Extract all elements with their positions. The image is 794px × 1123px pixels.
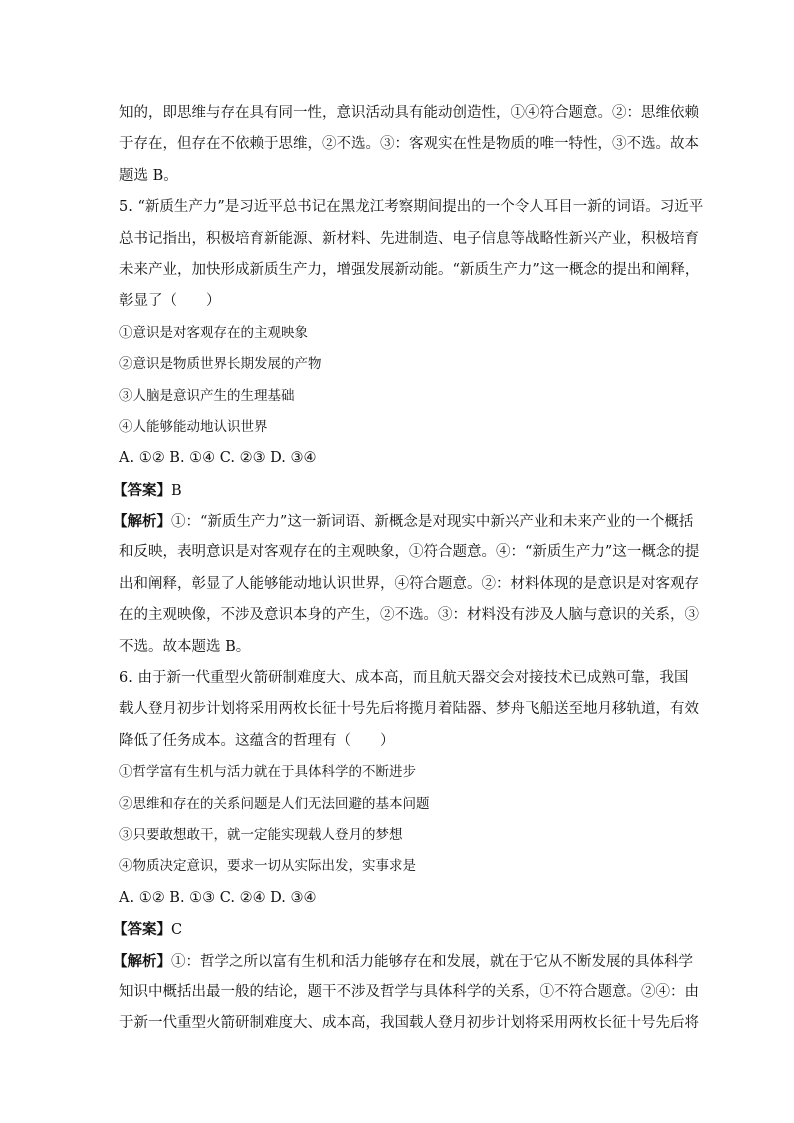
analysis-text: ①：“新质生产力”这一新词语、新概念是对现实中新兴产业和未来产业的一个概括: [171, 514, 694, 531]
question-stem-line: 彰显了（ ）: [119, 293, 221, 310]
question-stem-line: 总书记指出，积极培育新能源、新材料、先进制造、电子信息等战略性新兴产业，积极培育: [119, 230, 699, 247]
option-item: ②思维和存在的关系问题是人们无法回避的基本问题: [119, 795, 430, 812]
analysis-line: [113, 946, 693, 977]
analysis-line: 于新一代重型火箭研制难度大、成本高，我国载人登月初步计划将采用两枚长征十号先后将: [119, 1015, 699, 1032]
continuation-line: 题选 B。: [119, 167, 178, 184]
answer-label: 【答案】: [113, 481, 171, 499]
option-item: ①哲学富有生机与活力就在于具体科学的不断进步: [119, 764, 416, 781]
question-stem-line: 载人登月初步计划将采用两枚长征十号先后将揽月着陆器、梦舟飞船送至地月移轨道，有效: [119, 701, 699, 718]
document-page: [113, 98, 704, 1040]
option-item: ④物质决定意识，要求一切从实际出发，实事求是: [119, 858, 416, 875]
option-item: ②意识是物质世界长期发展的产物: [119, 356, 322, 373]
continuation-line: 于存在，但存在不依赖于思维，②不选。③：客观实在性是物质的唯一特性，③不选。故本: [119, 136, 699, 153]
analysis-line: [113, 506, 694, 537]
answer-value: B: [171, 482, 182, 499]
question-5: [113, 192, 704, 663]
analysis-line: 知识中概括出最一般的结论，题干不涉及哲学与具体科学的关系，①不符合题意。②④：由: [119, 983, 699, 1000]
answer-value: C: [171, 922, 183, 939]
question-6: [113, 663, 699, 1040]
answer-label: 【答案】: [113, 921, 171, 939]
analysis-line: 出和阐释，彰显了人能够能动地认识世界，④符合题意。②：材料体现的是意识是对客观存: [119, 575, 699, 592]
analysis-line: 在的主观映像，不涉及意识本身的产生，②不选。③：材料没有涉及人脑与意识的关系，③: [119, 607, 699, 624]
option-item: ③人脑是意识产生的生理基础: [119, 387, 295, 404]
option-item: ①意识是对客观存在的主观映象: [119, 324, 308, 341]
analysis-line: 不选。故本题选 B。: [119, 638, 251, 655]
analysis-text: ①：哲学之所以富有生机和活力能够存在和发展，就在于它从不断发展的具体科学: [171, 953, 693, 970]
answer-line: [113, 914, 679, 945]
option-item: ③只要敢想敢干，就一定能实现载人登月的梦想: [119, 826, 403, 843]
question-stem-line: 未来产业，加快形成新质生产力，增强发展新动能。“新质生产力”这一概念的提出和阐释，: [119, 261, 700, 278]
question-stem-line: 6. 由于新一代重型火箭研制难度大、成本高，而且航天器交会对接技术已成熟可靠，我国: [119, 670, 689, 687]
continuation-line: 知的，即思维与存在具有同一性，意识活动具有能动创造性，①④符合题意。②：思维依赖: [119, 105, 699, 121]
analysis-label: 【解析】: [113, 513, 171, 531]
option-item: ④人能够能动地认识世界: [119, 418, 268, 435]
question-stem-line: 5. “新质生产力”是习近平总书记在黑龙江考察期间提出的一个令人耳目一新的词语。习近平: [119, 199, 704, 216]
analysis-line: 和反映，表明意识是对客观存在的主观映象，①符合题意。④：“新质生产力”这一概念的提: [119, 544, 700, 561]
choices-line: A. ①② B. ①④ C. ②③ D. ③④: [119, 450, 317, 467]
analysis-label: 【解析】: [113, 952, 171, 970]
answer-line: [113, 475, 679, 506]
question-stem-line: 降低了任务成本。这蕴含的哲理有（ ）: [119, 732, 395, 749]
choices-line: A. ①② B. ①③ C. ②④ D. ③④: [119, 889, 317, 906]
